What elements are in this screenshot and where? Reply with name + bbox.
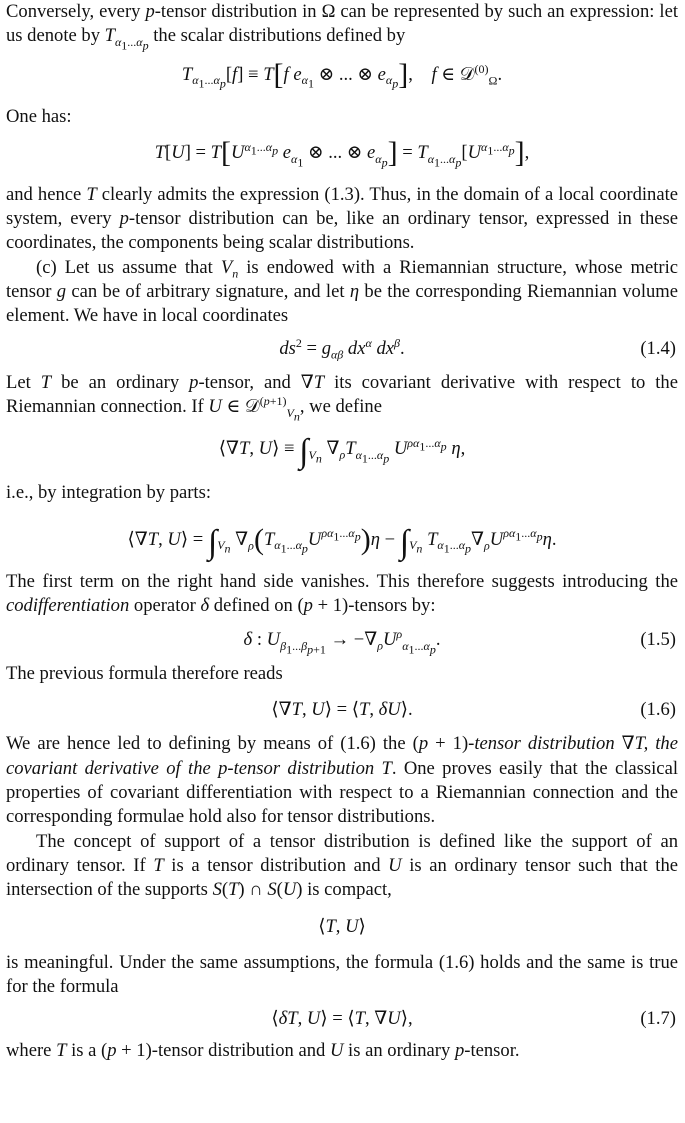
paragraph-9: We are hence led to defining by means of (1.6) the (p + 1)-tensor distribution ∇T, the covariant derivative of the p-tensor distribution T. One proves easily that the classical properties of covariant differentiation with respect to a Riemannian connection and the corresponding formulae hold also for tensor distributions. [6,733,678,828]
equation-metric: $ds^2 = g_{\alpha\beta}$ $dx^\alpha$ $dx^\beta$. (1.4) [279,335,676,362]
equation-tensor-expression: $T[U] = T[U^{\alpha_1...\alpha_p}$ $e_{\alpha_1}$ ⊗ ... ⊗ $e_{\alpha_p}] = T_{\alpha_1...\alpha_p}[U^{\alpha_1...\alpha_p}]$, [154,135,530,169]
paragraph-11: is meaningful. Under the same assumptions, the formula (1.6) holds and the same is true for the formula [6,951,678,997]
document-page [6,0,678,1063]
paragraph-7: The first term on the right hand side vanishes. This therefore suggests introducing the codifferentiation operator δ defined on (p + 1)-tensors by: [6,570,678,616]
paragraph-1: Conversely, every p-tensor distribution in Ω can be represented by such an expression: let us denote by $T_{\alpha_1...\alpha_p}$ the scalar distributions defined by [6,1,679,53]
paragraph-5: Let T be an ordinary p-tensor, and ∇T its covariant derivative with respect to the Riemannian connection. If U ∈ 𝒟$^{(p+1)}_{V_n}$, we define [6,371,678,424]
paragraph-6: i.e., by integration by parts: [6,482,212,504]
paragraph-10: The concept of support of a tensor distribution is defined like the support of an ordinary tensor. If T is a tensor distribution and U is an ordinary tensor such that the intersection of the supports S(T) ∩ S(U) is compact, [6,830,679,901]
equation-codifferentiation: δ : $U_{\beta_1...\beta_{p+1}} \to -\nabla_\rho U^\rho_{\alpha_1...\alpha_p}$. (1.5) [243,626,676,657]
paragraph-3: and hence T clearly admits the expression (1.3). Thus, in the domain of a local coordinate system, every p-tensor distribution can be, like an ordinary tensor, expressed in these coordinates, the components being scalar distributions. [6,183,679,254]
equation-codifferential-adjoint: ⟨δT, U⟩ = ⟨T, ∇U⟩, (1.7) [271,1008,676,1030]
equation-definition-inner-product: ⟨∇T, U⟩ ≡ $\int_{V_n}$ $\nabla_\rho T_{\alpha_1...\alpha_p}$ $U^{\rho\alpha_1...\alpha_p}$ η, [218,433,466,471]
equation-number-1-6: (1.6) [640,699,676,721]
equation-number-1-4: (1.4) [640,337,676,359]
equation-number-1-7: (1.7) [640,1008,676,1030]
paragraph-12: where T is a (p + 1)-tensor distribution and U is an ordinary p-tensor. [6,1040,520,1062]
equation-adjoint: ⟨∇T, U⟩ = ⟨T, δU⟩. (1.6) [271,699,676,721]
paragraph-4: (c) Let us assume that $V_n$ is endowed with a Riemannian structure, whose metric tensor g can be of arbitrary signature, and let η be the corresponding Riemannian volume element. We have in local coordinates [6,256,678,327]
paragraph-8: The previous formula therefore reads [6,663,283,685]
equation-pairing: ⟨T, U⟩ [318,915,366,937]
paragraph-2: One has: [6,105,72,127]
equation-scalar-distributions: $T_{\alpha_1...\alpha_p}[f] \equiv T[f$ $e_{\alpha_1}$ ⊗ ... ⊗ $e_{\alpha_p}$], f ∈ 𝒟$^{(0)}_\Omega$. [181,57,503,91]
equation-integration-by-parts: ⟨∇T, U⟩ = $\int_{V_n}$ $\nabla_\rho(T_{\alpha_1...\alpha_p}U^{\rho\alpha_1...\alpha_p})\eta - \int_{V_n}$ $T_{\alpha_1...\alpha_p}\nabla_\rho U^{\rho\alpha_1...\alpha_p}\eta$. [127,522,557,561]
equation-number-1-5: (1.5) [640,629,676,651]
